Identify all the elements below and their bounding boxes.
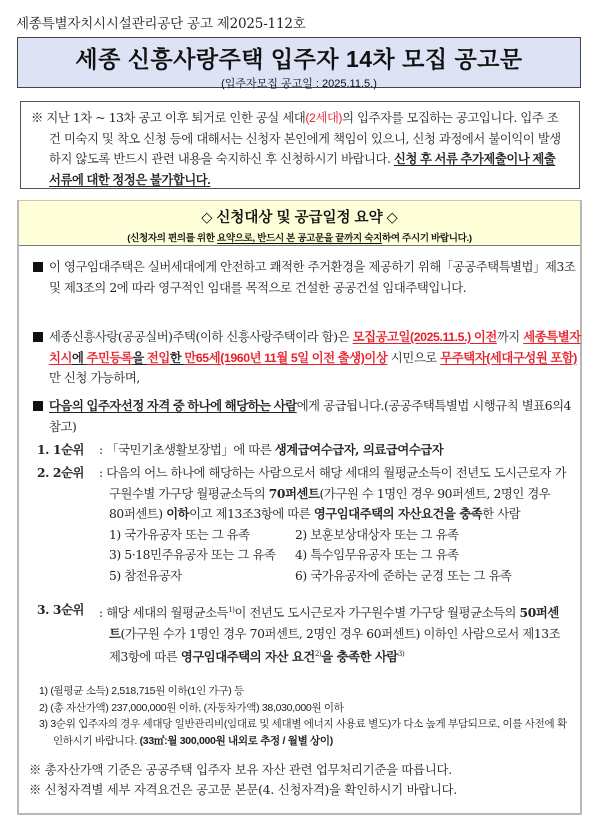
list-item: 1) 국가유공자 또는 그 유족	[109, 527, 250, 542]
text: 「국민기초생활보장법」에 따른	[106, 443, 275, 457]
text: 세종신흥사랑(공공실버)주택(이하 신흥사랑주택이라 함)은	[49, 330, 353, 344]
text: 한 사람	[482, 507, 521, 521]
rank-body: : 해당 세대의 월평균소득$^{1)}$이 전년도 도시근로자 가구원수별 가구당 월평균소득의 50퍼센트(가구원 수가 1명인 경우 70퍼센트, 2명인 경우 60퍼센트) 이하인 사람으로서 제13조제3항에 따른 영구임대주택의 자산 요건$^{2)}$을 충족한 사람$^{3)}$	[99, 605, 561, 665]
rank-label: 3. 3순위	[37, 602, 85, 617]
text: 시민으로	[387, 350, 441, 365]
text: 다음의 어느 하나에 해당하는 사람으로서 해당 세대의 월평균소득이 전년도 도시근로자 가구원수별 가구당 월평균소득의	[106, 466, 567, 501]
text: 에	[71, 350, 87, 365]
note: ※ 총자산가액 기준은 공공주택 입주자 보유 자산 관련 업무처리기준을 따릅니다.	[29, 763, 452, 777]
notice-text-part: 의 입주자를 모집하는 공고입니다. 입주 조건 미숙지 및 착오 신청 등에 대해서는 신청자 본인에게 책임이 있으니, 신청 과정에서 불이익이 발생하지 않도록 반드시 관련 내용을 숙지하신 후 신청하시기 바랍니다.	[49, 111, 561, 166]
text: 까지	[496, 330, 524, 344]
text: (가구원 수 1명인 경우 90퍼센트, 2명인 경우 80퍼센트)	[109, 486, 551, 521]
summary-subtitle	[19, 230, 580, 244]
text: 50퍼센트	[109, 605, 559, 641]
rank-1	[37, 440, 567, 461]
footnote: 1) (월평균 소득) 2,518,715원 이하(1인 가구) 등	[39, 685, 244, 697]
notice-text-part: 지난 1차 ~ 13차 공고 이후 퇴거로 인한 공실 세대	[46, 111, 306, 125]
text: 3) 3순위 입주자의 경우 세대당 일반관리비(임대료 및 세대별 에너지 사용료 별도)가 다소 높게 부담되므로, 이를 사전에 확인하시기 바랍니다.	[39, 718, 567, 747]
footnote-ref: 1)	[228, 606, 235, 614]
announcement-date: (입주자모집 공고일 : 2025.11.5.)	[221, 78, 377, 90]
summary-title: ◇ 신청대상 및 공급일정 요약 ◇	[201, 210, 398, 226]
text: 영구임대주택의 자산요건을 충족	[313, 506, 483, 521]
text: 을	[132, 350, 147, 365]
rank-body	[99, 440, 567, 461]
announcement-number: 세종특별자치시시설관리공단 공고 제2025-112호	[16, 16, 306, 32]
summary-section	[17, 200, 582, 815]
title-box	[17, 37, 581, 88]
footnote-ref: 3)	[397, 650, 405, 659]
list-item: 6) 국가유공자에 준하는 군경 또는 그 유족	[295, 568, 512, 583]
bullet-square-icon	[33, 332, 43, 342]
paragraph-housing-purpose	[33, 257, 582, 298]
list-item: 3) 5·18민주유공자 또는 그 유족	[109, 548, 276, 562]
summary-header	[19, 200, 580, 246]
paragraph-eligibility	[33, 327, 582, 389]
text: 해당 세대의 월평균소득	[106, 606, 229, 621]
subtitle-part: (신청자의 편의를 위한	[127, 233, 218, 244]
rank-label: 1. 1순위	[37, 442, 85, 457]
notice-text	[31, 108, 569, 190]
registration-highlight: 주민등록	[86, 350, 133, 365]
rank-2	[37, 463, 567, 586]
summary-notes	[29, 760, 569, 800]
rank-1-targets: 생계급여수급자, 의료급여수급자	[274, 442, 444, 457]
page-title: 세종 신흥사랑주택 입주자 14차 모집 공고문	[75, 46, 523, 72]
text: 한	[169, 350, 185, 365]
rank-body: : 다음의 어느 하나에 해당하는 사람으로서 해당 세대의 월평균소득이 전년도 도시근로자 가구원수별 가구당 월평균소득의 70퍼센트(가구원 수 1명인 경우 90퍼센트, 2명인 경우 80퍼센트) 이하이고 제13조3항에 따른 영구임대주택의 자산요건을 충족한 사람	[99, 466, 567, 521]
text: (가구원 수가 1명인 경우 70퍼센트, 2명인 경우 60퍼센트) 이하인 사람으로서 제13조제3항에 따른	[109, 626, 561, 665]
text: 이고 제13조3항에 따른	[189, 507, 314, 521]
vacant-unit-count: (2세대)	[305, 111, 343, 125]
reference-mark-icon: ※	[31, 111, 43, 125]
rank-label: 2. 2순위	[37, 465, 85, 480]
footnote-ref: 2)	[314, 650, 322, 659]
list-item: 4) 특수임무유공자 또는 그 유족	[295, 548, 459, 562]
text: 에게 공급됩니다.(공공주택특별법 시행규칙 별표6의4 참고)	[49, 399, 572, 434]
text: :	[99, 443, 107, 457]
text: 70퍼센트	[268, 485, 320, 501]
list-item: 5) 참전유공자	[109, 568, 182, 583]
notice-warning: 신청 후 서류 추가제출이나 제출 서류에 대한 정정은 불가합니다.	[49, 152, 556, 187]
management-fee-estimate: (33㎡:월 300,000원 내외로 추정 / 월별 상이)	[139, 734, 333, 747]
bullet-square-icon	[33, 401, 43, 411]
text: 이하	[166, 506, 190, 521]
subtitle-underlined: 요약으로, 반드시 본 공고문을 끝까지 숙지	[217, 233, 382, 244]
homeless-highlight: 무주택자(세대구성원 포함)	[440, 350, 577, 365]
text: 만 신청 가능하며,	[49, 371, 140, 385]
deadline-highlight: 모집공고일(2025.11.5.) 이전	[352, 330, 497, 344]
note: ※ 신청자격별 세부 자격요건은 공고문 본문(4. 신청자격)을 확인하시기 바랍니다.	[29, 783, 458, 797]
rank-3	[37, 600, 567, 668]
selection-criteria-underlined: 다음의 입주자선정 자격 중 하나에 해당하는 사람	[49, 399, 297, 413]
paragraph-text: 이 영구임대주택은 실버세대에게 안전하고 쾌적한 주거환경을 제공하기 위해「공공주택특별법」제3조 및 제3조의 2에 따라 영구적인 임대를 목적으로 건설한 공공건설 임대주택입니다.	[49, 260, 576, 295]
footnotes	[39, 683, 569, 749]
footnote	[39, 716, 569, 749]
bullet-square-icon	[33, 262, 43, 272]
text: 이 전년도 도시근로자 가구원수별 가구당 월평균소득의	[234, 606, 520, 621]
move-in-highlight: 전입	[146, 350, 170, 365]
age-highlight: 만65세(1960년 11월 5일 이전 출생)이상	[184, 350, 388, 365]
list-item: 2) 보훈보상대상자 또는 그 유족	[295, 527, 459, 542]
city-highlight: 세종특별자치시	[49, 330, 581, 365]
footnote: 2) (총 자산가액) 237,000,000원 이하, (자동차가액) 38,030,000원 이하	[39, 701, 344, 714]
rank-2-list	[109, 525, 567, 587]
subtitle-part: 하여 주시기 바랍니다.)	[381, 233, 472, 244]
text: 을 충족한 사람	[321, 649, 398, 665]
notice-box	[20, 101, 580, 189]
paragraph-selection	[33, 396, 582, 437]
text: 영구임대주택의 자산 요건	[180, 649, 315, 665]
